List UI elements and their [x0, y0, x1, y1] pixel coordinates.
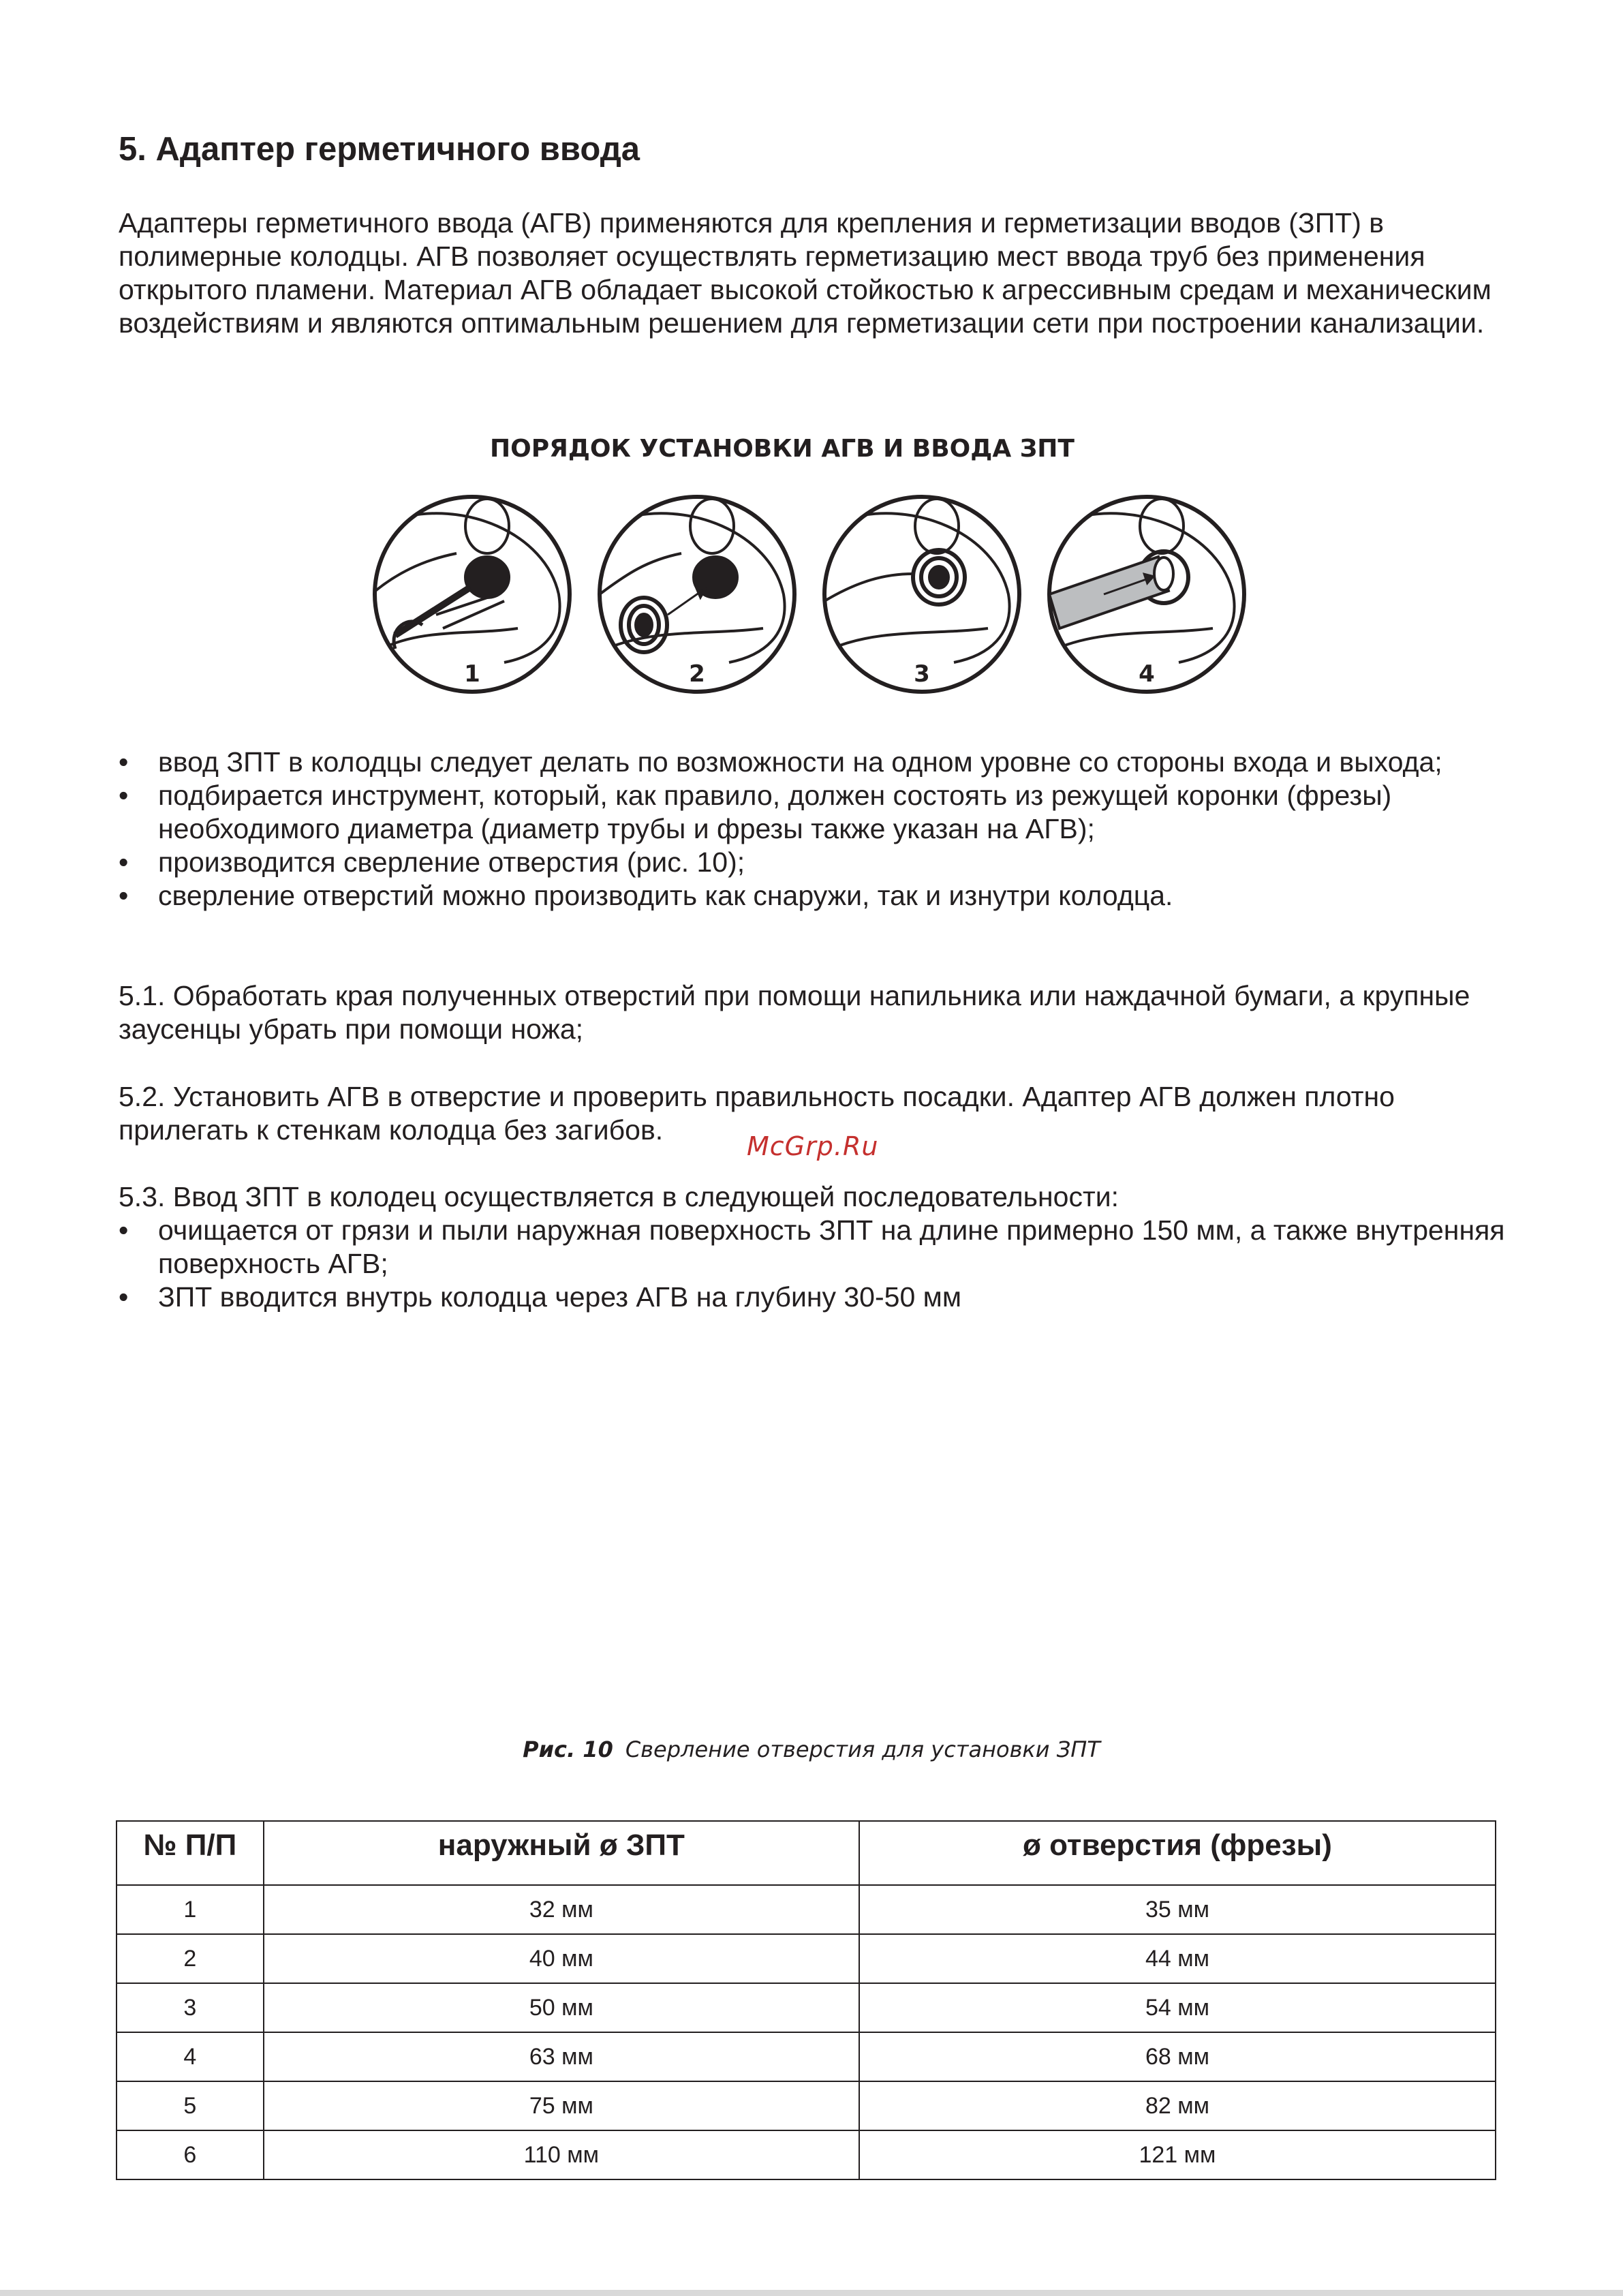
list-item: • ЗПТ вводится внутрь колодца через АГВ на глубину 30-50 мм	[119, 1281, 1515, 1314]
cell-hole-diameter: 68 мм	[859, 2032, 1496, 2081]
pipe-entry-bullet-list	[119, 1214, 1515, 1314]
steps-title: ПОРЯДОК УСТАНОВКИ АГВ И ВВОДА ЗПТ	[490, 435, 1075, 463]
cell-number: 2	[117, 1934, 264, 1983]
watermark: McGrp.Ru	[747, 1131, 879, 1161]
dimensions-table	[116, 1820, 1496, 2180]
cell-number: 6	[117, 2130, 264, 2179]
cell-hole-diameter: 54 мм	[859, 1983, 1496, 2032]
list-item: • подбирается инструмент, который, как правило, должен состоять из режущей коронки (фрезы) необходимого диаметра (диаметр трубы и фрезы также указан на АГВ);	[119, 779, 1515, 846]
cell-number: 5	[117, 2081, 264, 2130]
table-row	[117, 1983, 1496, 2032]
figure-caption	[0, 1736, 1623, 1762]
step-number-4: 4	[1139, 660, 1155, 688]
table-row	[117, 2032, 1496, 2081]
cell-pipe-diameter: 75 мм	[264, 2081, 859, 2130]
cell-hole-diameter: 44 мм	[859, 1934, 1496, 1983]
list-item: • очищается от грязи и пыли наружная поверхность ЗПТ на длине примерно 150 мм, а также внутренняя поверхность АГВ;	[119, 1214, 1515, 1281]
cell-pipe-diameter: 110 мм	[264, 2130, 859, 2179]
list-item: • ввод ЗПТ в колодцы следует делать по возможности на одном уровне со стороны входа и выхода;	[119, 746, 1515, 779]
header-number: № П/П	[117, 1821, 264, 1885]
table-row	[117, 1885, 1496, 1934]
step-number-3: 3	[914, 660, 930, 688]
table-header-row	[117, 1821, 1496, 1885]
paragraph-5-2: 5.2. Установить АГВ в отверстие и проверить правильность посадки. Адаптер АГВ должен плотно прилегать к стенкам колодца без загибов.	[119, 1081, 1395, 1146]
table-row	[117, 1934, 1496, 1983]
installation-bullet-list	[119, 746, 1515, 913]
table-row	[117, 2081, 1496, 2130]
section-heading: 5. Адаптер герметичного ввода	[119, 131, 640, 168]
intro-paragraph: Адаптеры герметичного ввода (АГВ) применяются для крепления и герметизации вводов (ЗПТ) в полимерные колодцы. АГВ позволяет осуществлять герметизацию мест ввода труб без применения открытого пламени. Материал АГВ обладает высокой стойкостью к агрессивным средам и механическим воздействиям и являются оптимальным решением для герметизации сети при построении канализации.	[119, 207, 1491, 339]
header-hole-diameter: ø отверстия (фрезы)	[859, 1821, 1496, 1885]
cell-hole-diameter: 35 мм	[859, 1885, 1496, 1934]
cell-pipe-diameter: 50 мм	[264, 1983, 859, 2032]
cell-number: 3	[117, 1983, 264, 2032]
cell-hole-diameter: 82 мм	[859, 2081, 1496, 2130]
cell-number: 1	[117, 1885, 264, 1934]
paragraph-5-3: 5.3. Ввод ЗПТ в колодец осуществляется в следующей последовательности:	[119, 1181, 1119, 1212]
table-row	[117, 2130, 1496, 2179]
bottom-divider	[0, 2290, 1623, 2296]
step-number-1: 1	[464, 660, 480, 688]
installation-steps-figure	[368, 492, 1254, 697]
cell-hole-diameter: 121 мм	[859, 2130, 1496, 2179]
paragraph-5-1: 5.1. Обработать края полученных отверстий при помощи напильника или наждачной бумаги, а крупные заусенцы убрать при помощи ножа;	[119, 980, 1470, 1045]
cell-pipe-diameter: 32 мм	[264, 1885, 859, 1934]
list-item: • производится сверление отверстия (рис. 10);	[119, 846, 1515, 879]
list-item: • сверление отверстий можно производить как снаружи, так и изнутри колодца.	[119, 879, 1515, 913]
figure-caption-text: Сверление отверстия для установки ЗПТ	[625, 1736, 1100, 1762]
figure-caption-label: Рис. 10	[523, 1736, 613, 1762]
cell-pipe-diameter: 63 мм	[264, 2032, 859, 2081]
step-number-2: 2	[689, 660, 705, 688]
header-pipe-diameter: наружный ø ЗПТ	[264, 1821, 859, 1885]
cell-pipe-diameter: 40 мм	[264, 1934, 859, 1983]
cell-number: 4	[117, 2032, 264, 2081]
